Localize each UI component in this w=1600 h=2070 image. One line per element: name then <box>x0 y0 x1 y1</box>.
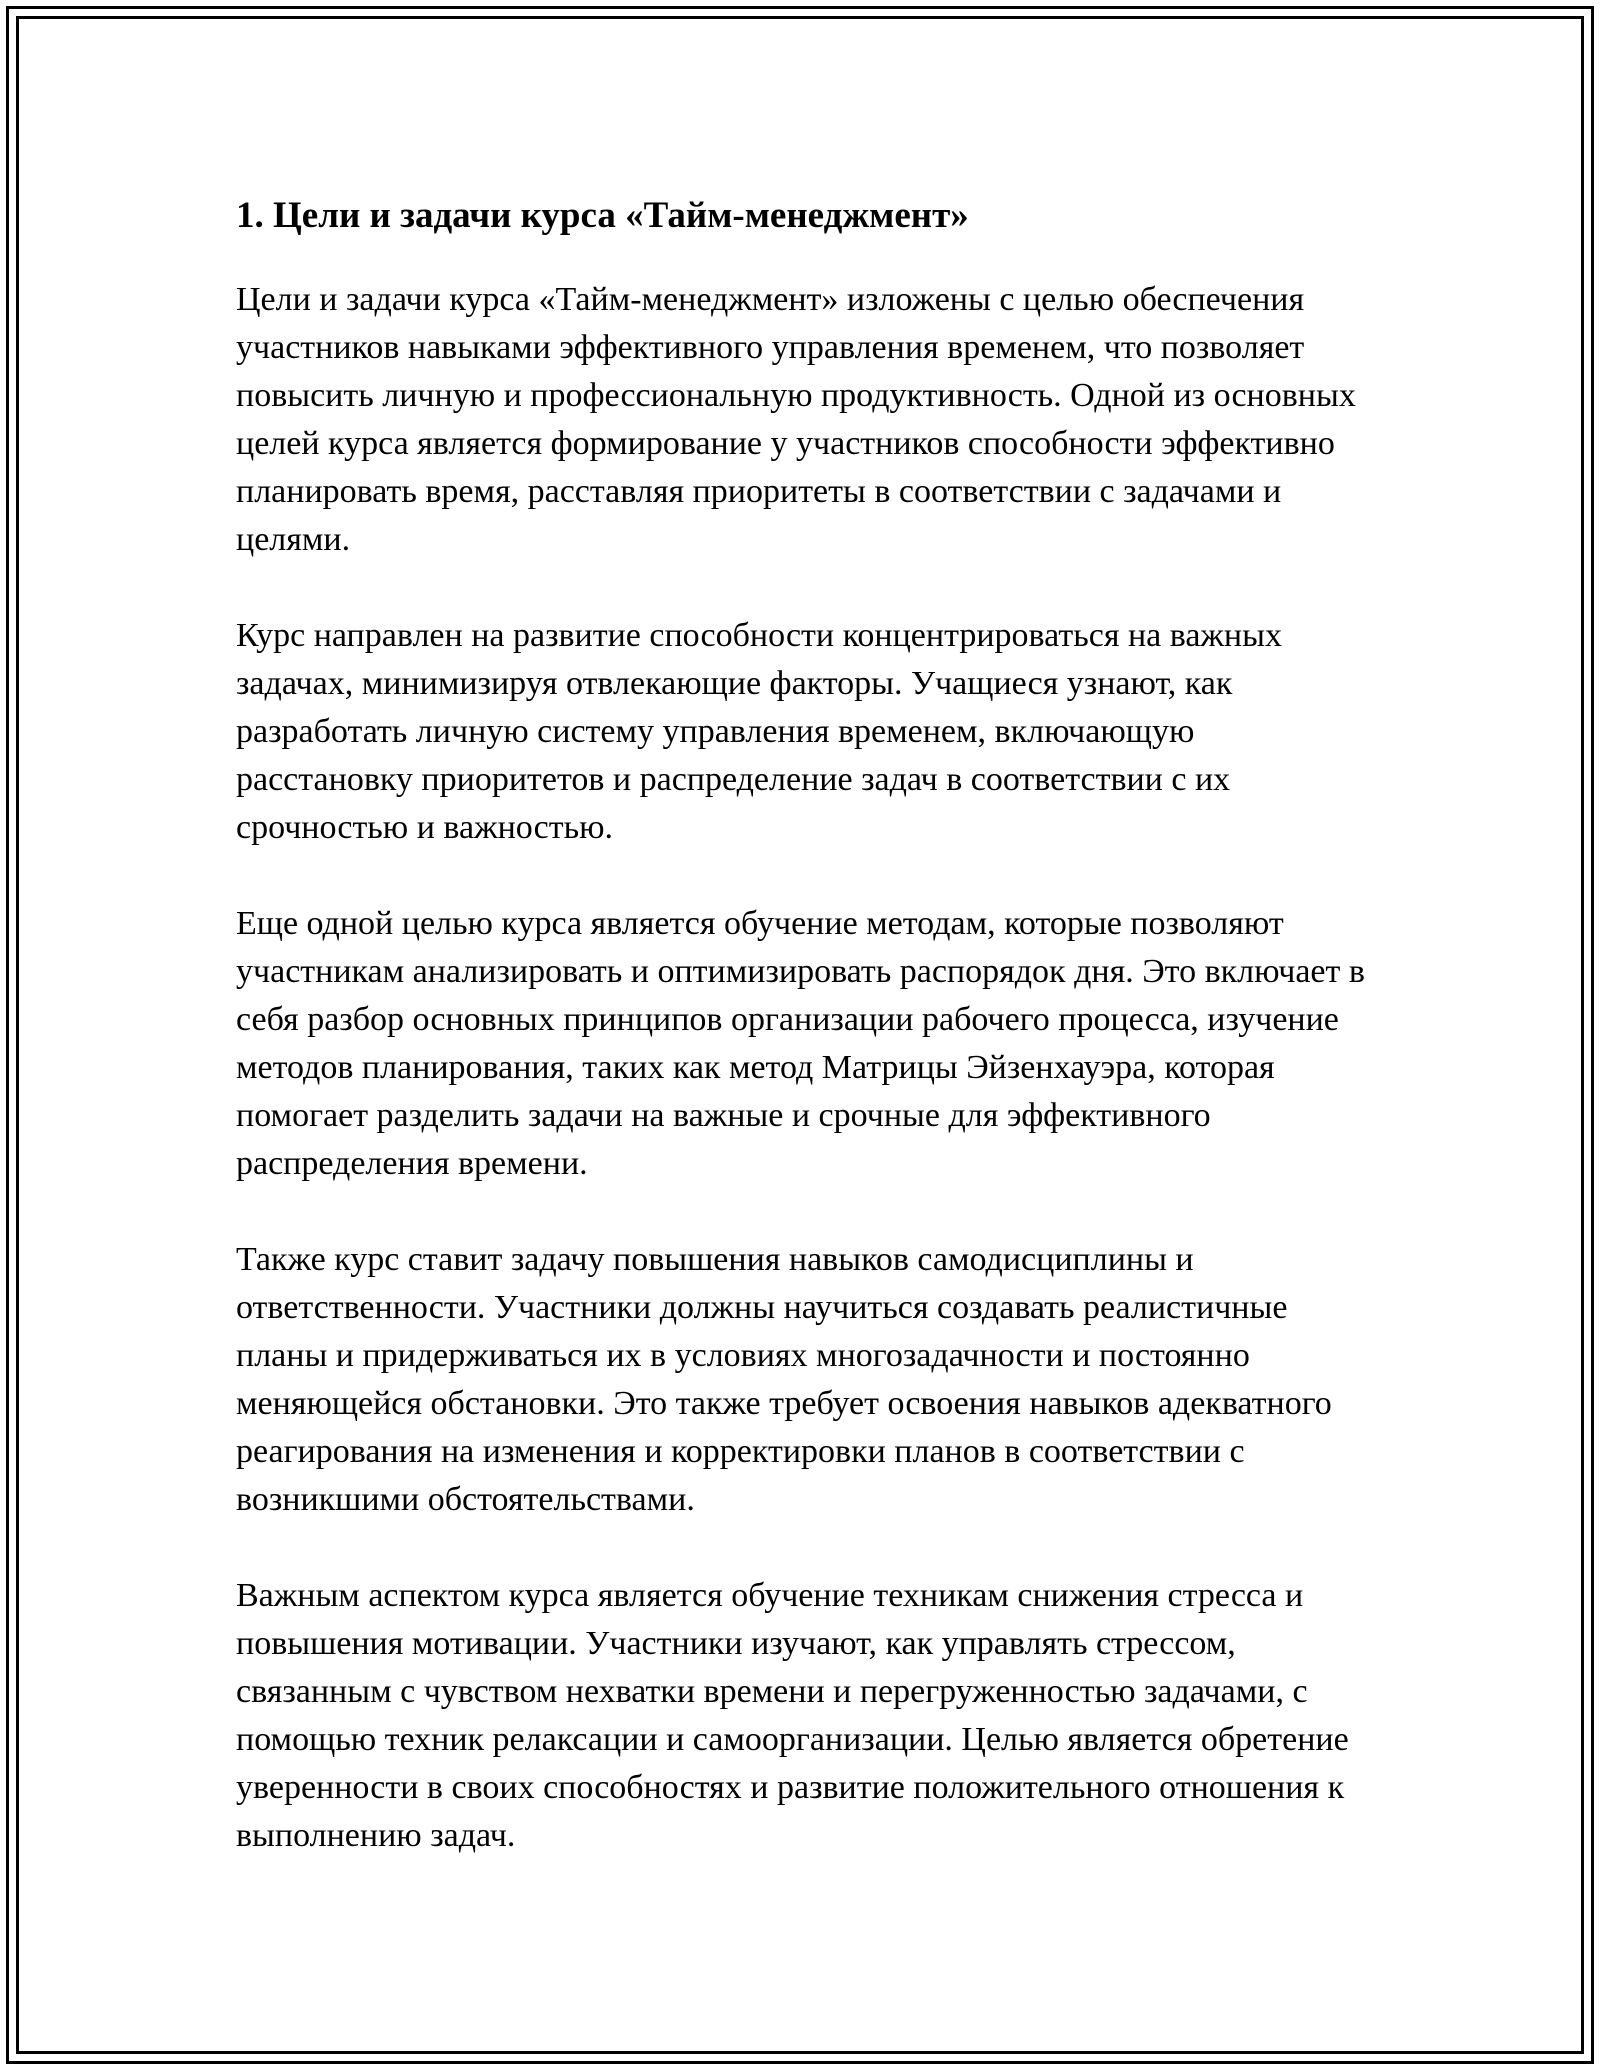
section-heading: 1. Цели и задачи курса «Тайм-менеджмент» <box>236 195 969 236</box>
paragraph-3: Еще одной целью курса является обучение методам, которые позволяют участникам анализировать и оптимизировать распорядок дня. Это включает в себя разбор основных принципов организации рабочего процесса, изучение методов планирования, таких как метод Матрицы Эйзенхауэра, которая помогает разделить задачи на важные и срочные для эффективного распределения времени. <box>236 905 1365 1182</box>
paragraph-2: Курс направлен на развитие способности концентрироваться на важных задачах, минимизируя отвлекающие факторы. Учащиеся узнают, как разработать личную систему управления временем, включающую расстановку приоритетов и распределение задач в соответствии с их срочностью и важностью. <box>236 617 1282 846</box>
paragraph-1: Цели и задачи курса «Тайм-менеджмент» изложены с целью обеспечения участников навыками эффективного управления временем, что позволяет повысить личную и профессиональную продуктивность. Одной из основных целей курса является формирование у участников способности эффективно планировать время, расставляя приоритеты в соответствии с задачами и целями. <box>236 281 1356 558</box>
paragraph-4: Также курс ставит задачу повышения навыков самодисциплины и ответственности. Участники должны научиться создавать реалистичные планы и придерживаться их в условиях многозадачности и постоянно меняющейся обстановки. Это также требует освоения навыков адекватного реагирования на изменения и корректировки планов в соответствии с возникшими обстоятельствами. <box>236 1241 1332 1518</box>
document-body <box>236 180 1376 1860</box>
paragraph-5: Важным аспектом курса является обучение техникам снижения стресса и повышения мотивации. Участники изучают, как управлять стрессом, связанным с чувством нехватки времени и перегруженностью задачами, с помощью техник релаксации и самоорганизации. Целью является обретение уверенности в своих способностях и развитие положительного отношения к выполнению задач. <box>236 1577 1349 1854</box>
